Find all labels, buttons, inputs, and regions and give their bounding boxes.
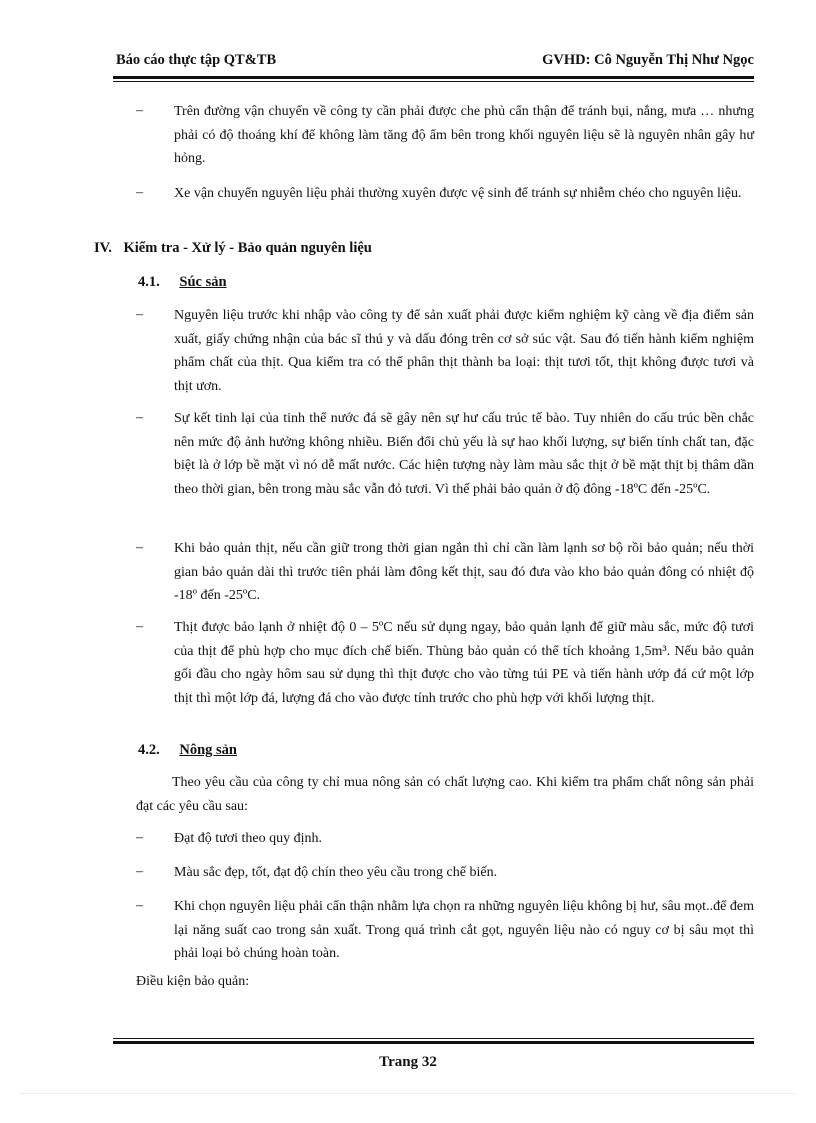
- subsection-title: Súc sản: [179, 274, 227, 290]
- bullet-dash: –: [136, 185, 143, 200]
- footer-rule-thin: [113, 1038, 754, 1039]
- subsection-number: 4.1.: [138, 274, 160, 290]
- list-item: Khi chọn nguyên liệu phải cẩn thận nhằm lựa chọn ra những nguyên liệu không bị hư, sâu mọt..để đem lại năng suất cao trong sản xuất. Trong quá trình cắt gọt, nguyên liệu nào có nguy cơ bị sâu mọt thì phải loại bỏ chúng hoàn toàn.: [174, 899, 754, 961]
- bullet-dash: –: [136, 410, 143, 425]
- page-number: Trang 32: [379, 1054, 437, 1070]
- subsection-heading: [138, 742, 237, 759]
- bullet-dash: –: [136, 898, 143, 913]
- subsection-number: 4.2.: [138, 742, 160, 758]
- section-heading: [94, 240, 372, 257]
- conditions-label: Điều kiện bảo quản:: [136, 974, 250, 989]
- list-item: Trên đường vận chuyển về công ty cần phải được che phủ cẩn thận để tránh bụi, nắng, mưa … nhưng phải có độ thoáng khí để không làm tăng độ ẩm bên trong khối nguyên liệu sẽ là nguyên nhân gây hư hỏng.: [174, 104, 754, 166]
- bullet-dash: –: [136, 830, 143, 845]
- list-item: Nguyên liệu trước khi nhập vào công ty để sản xuất phải được kiểm nghiệm kỹ càng về địa điểm sản xuất, giấy chứng nhận của bác sĩ thú y và dấu đóng trên cơ sở súc vật. Sau đó tiến hành kiểm nghiệm phẩm chất của thịt. Qua kiểm tra có thể phân thịt thành ba loại: thịt tươi tốt, thịt không được tươi và thịt ươn.: [174, 308, 754, 394]
- bullet-dash: –: [136, 864, 143, 879]
- section-number: IV.: [94, 240, 112, 256]
- list-item: Thịt được bảo lạnh ở nhiệt độ 0 – 5ºC nếu sử dụng ngay, bảo quản lạnh để giữ màu sắc, mức độ tươi của thịt để phù hợp cho mục đích chế biến. Thùng bảo quản có thể tích khoảng 1,5m³. Nếu bảo quản gối đầu cho ngày hôm sau sử dụng thì thịt được cho vào từng túi PE và tiến hành ướp đá cứ một lớp thịt thì một lớp đá, lượng đá cho vào được tính trước cho phù hợp với khối lượng thịt.: [174, 620, 754, 706]
- list-item: Màu sắc đẹp, tốt, đạt độ chín theo yêu cầu trong chế biến.: [174, 865, 498, 880]
- section-title: Kiểm tra - Xử lý - Bảo quản nguyên liệu: [123, 240, 372, 256]
- paragraph: Theo yêu cầu của công ty chỉ mua nông sản có chất lượng cao. Khi kiểm tra phẩm chất nông sản phải đạt các yêu cầu sau:: [136, 775, 754, 814]
- bullet-dash: –: [136, 540, 143, 555]
- header-supervisor: GVHD: Cô Nguyễn Thị Như Ngọc: [542, 52, 754, 68]
- footer-rule-thick: [113, 1041, 754, 1044]
- list-item: Đạt độ tươi theo quy định.: [174, 831, 322, 846]
- list-item: Khi bảo quản thịt, nếu cần giữ trong thời gian ngắn thì chỉ cần làm lạnh sơ bộ rồi bảo quản; nếu thời gian bảo quản dài thì trước tiên phải làm đông kết thịt, sau đó đưa vào kho bảo quản đông có nhiệt độ -18º đến -25ºC.: [174, 541, 754, 603]
- bullet-dash: –: [136, 103, 143, 118]
- header-report-title: Báo cáo thực tập QT&TB: [116, 52, 277, 68]
- bullet-dash: –: [136, 307, 143, 322]
- list-item: Xe vận chuyển nguyên liệu phải thường xuyên được vệ sinh để tránh sự nhiễm chéo cho nguyên liệu.: [174, 186, 742, 201]
- bullet-dash: –: [136, 619, 143, 634]
- subsection-title: Nông sản: [179, 742, 237, 758]
- page-edge-divider: [20, 1093, 796, 1094]
- list-item: Sự kết tinh lại của tinh thể nước đá sẽ gây nên sự hư cấu trúc tế bào. Tuy nhiên do cấu trúc bền chắc nên mức độ ảnh hưởng không nhiều. Biến đổi chủ yếu là sự hao khối lượng, sự biến tính chất tan, đặc biệt là ở lớp bề mặt vì nó dễ mất nước. Các hiện tượng này làm màu sắc thịt ở bề mặt thịt bị thâm dần theo thời gian, bên trong màu sắc vẫn đỏ tươi. Vì thế phải bảo quản ở độ đông -18ºC đến -25ºC.: [174, 411, 754, 497]
- subsection-heading: [138, 274, 227, 291]
